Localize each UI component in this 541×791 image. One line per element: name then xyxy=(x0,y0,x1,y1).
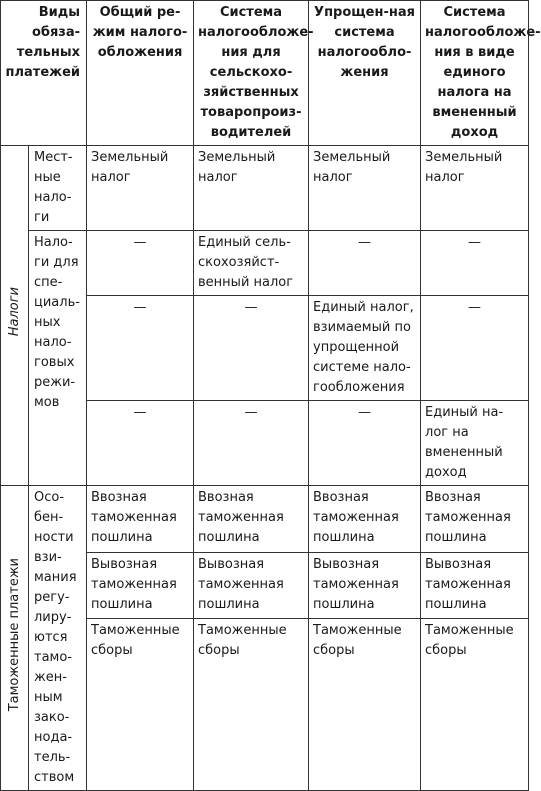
row-label-local-taxes: Мест-ные нало-ги xyxy=(29,146,87,231)
cell: — xyxy=(309,231,421,296)
cell: — xyxy=(194,401,309,486)
cell: — xyxy=(87,401,194,486)
table-row xyxy=(1,486,529,553)
cell: Ввозная таможенная пошлина xyxy=(421,486,529,553)
cell: — xyxy=(309,401,421,486)
cell: Ввозная таможенная пошлина xyxy=(309,486,421,553)
header-general-regime: Общий ре-жим налого-обложения xyxy=(87,1,194,146)
cell: Единый налог, взимаемый по упрощенной системе нало-гообложения xyxy=(309,296,421,401)
header-row xyxy=(1,1,529,146)
cell: Таможенные сборы xyxy=(421,619,529,791)
cell: Ввозная таможенная пошлина xyxy=(194,486,309,553)
cell: Вывозная таможенная пошлина xyxy=(194,552,309,619)
cell: Земельный налог xyxy=(421,146,529,231)
cell: Вывозная таможенная пошлина xyxy=(309,552,421,619)
table-row xyxy=(1,231,529,296)
group-taxes: Налоги xyxy=(1,146,29,486)
cell: Единый на-лог на вмененный доход xyxy=(421,401,529,486)
cell: Таможенные сборы xyxy=(194,619,309,791)
row-label-customs: Осо-бен-ности взи-мания регу-лиру-ются тамо-жен-ным зако-нода-тель-ством xyxy=(29,486,87,791)
header-imputed-regime: Система налогообложе-ния в виде единого налога на вмененный доход xyxy=(421,1,529,146)
cell: — xyxy=(87,296,194,401)
header-agri-regime: Система налогообложе-ния для сельскохо-зяйственных товаропроиз-водителей xyxy=(194,1,309,146)
header-kinds: Виды обяза-тельных платежей xyxy=(1,1,87,146)
cell: Земельный налог xyxy=(87,146,194,231)
cell: Земельный налог xyxy=(194,146,309,231)
header-simplified-regime: Упрощен-ная система налогообло-жения xyxy=(309,1,421,146)
cell: — xyxy=(421,296,529,401)
cell: Ввозная таможенная пошлина xyxy=(87,486,194,553)
cell: Единый сель-скохозяйст-венный налог xyxy=(194,231,309,296)
cell: Таможенные сборы xyxy=(87,619,194,791)
cell: Земельный налог xyxy=(309,146,421,231)
row-label-special-taxes: Нало-ги для спе-циаль-ных нало-говых режи-мов xyxy=(29,231,87,486)
table-row xyxy=(1,146,529,231)
cell: Таможенные сборы xyxy=(309,619,421,791)
cell: — xyxy=(194,296,309,401)
cell: — xyxy=(87,231,194,296)
group-customs: Таможенные платежи xyxy=(1,486,29,791)
cell: Вывозная таможенная пошлина xyxy=(421,552,529,619)
cell: Вывозная таможенная пошлина xyxy=(87,552,194,619)
cell: — xyxy=(421,231,529,296)
